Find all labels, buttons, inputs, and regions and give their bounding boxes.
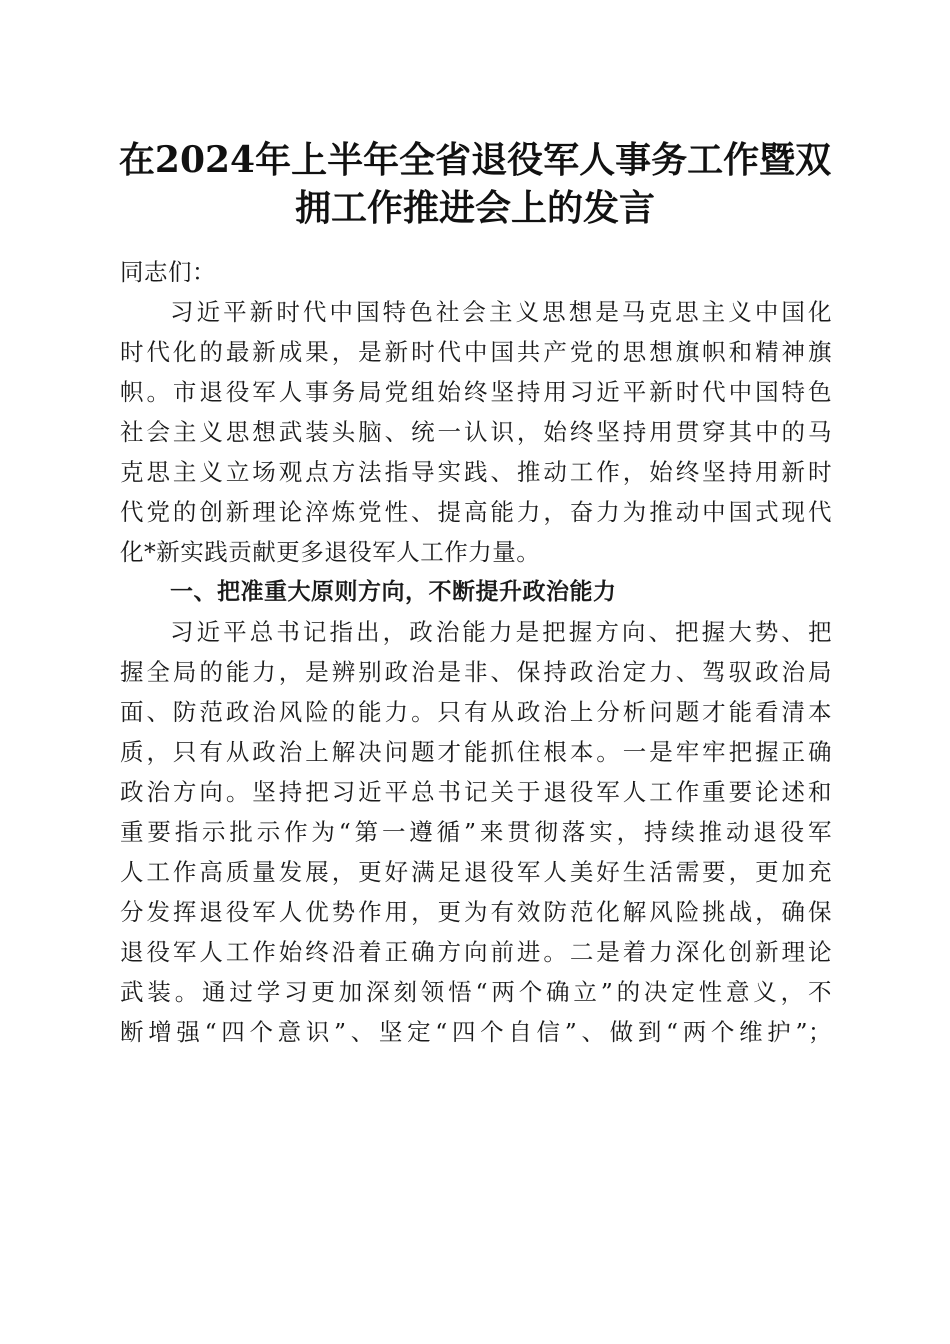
paragraph-line: 代党的创新理论淬炼党性、提高能力，奋力为推动中国式现代 (120, 498, 832, 526)
paragraph-line: 化*新实践贡献更多退役军人工作力量。 (120, 538, 541, 566)
paragraph-line: 退役军人工作始终沿着正确方向前进。二是着力深化创新理论 (120, 938, 832, 966)
paragraph-line: 重要指示批示作为“第一遵循”来贯彻落实，持续推动退役军 (120, 818, 832, 846)
paragraph-line: 社会主义思想武装头脑、统一认识，始终坚持用贯穿其中的马 (120, 418, 832, 446)
paragraph-line: 时代化的最新成果，是新时代中国共产党的思想旗帜和精神旗 (120, 338, 832, 366)
paragraph-1 (120, 292, 832, 572)
paragraph-2 (120, 612, 832, 1052)
paragraph-line: 握全局的能力，是辨别政治是非、保持政治定力、驾驭政治局 (120, 658, 832, 686)
paragraph-line: 武装。通过学习更加深刻领悟“两个确立”的决定性意义，不 (120, 978, 832, 1006)
document-body (120, 252, 832, 1052)
paragraph-line: 面、防范政治风险的能力。只有从政治上分析问题才能看清本 (120, 698, 832, 726)
title-line-2: 拥工作推进会上的发言 (294, 187, 655, 229)
paragraph-line: 分发挥退役军人优势作用，更为有效防范化解风险挑战，确保 (120, 898, 832, 926)
paragraph-line: 断增强“四个意识”、坚定“四个自信”、做到“两个维护”； (120, 1018, 832, 1046)
section-heading: 一、把准重大原则方向，不断提升政治能力 (170, 579, 617, 605)
paragraph-line: 人工作高质量发展，更好满足退役军人美好生活需要，更加充 (120, 858, 832, 886)
salutation: 同志们： (120, 258, 216, 286)
paragraph-line: 习近平总书记指出，政治能力是把握方向、把握大势、把 (170, 618, 832, 646)
title-line-1: 在2024年上半年全省退役军人事务工作暨双 (118, 139, 832, 181)
paragraph-line: 质，只有从政治上解决问题才能抓住根本。一是牢牢把握正确 (120, 738, 832, 766)
document-title (100, 136, 850, 232)
paragraph-line: 克思主义立场观点方法指导实践、推动工作，始终坚持用新时 (120, 458, 832, 486)
paragraph-line: 习近平新时代中国特色社会主义思想是马克思主义中国化 (170, 298, 832, 326)
paragraph-line: 政治方向。坚持把习近平总书记关于退役军人工作重要论述和 (120, 778, 832, 806)
paragraph-line: 帜。市退役军人事务局党组始终坚持用习近平新时代中国特色 (120, 378, 832, 406)
